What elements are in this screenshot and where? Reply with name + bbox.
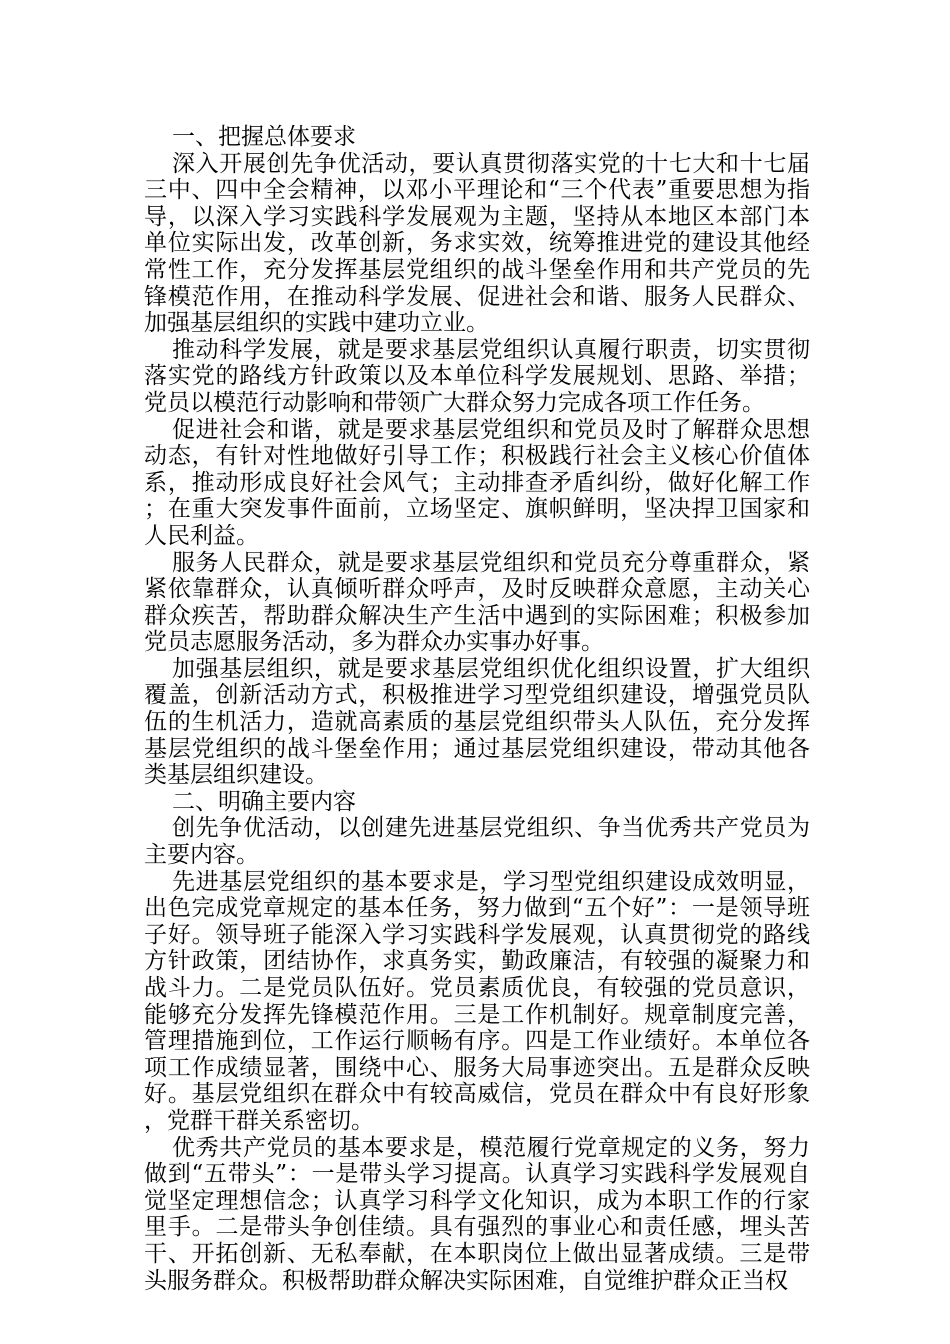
section-heading-main-content: 二、明确主要内容	[172, 788, 356, 815]
paragraph-advanced-organization-requirements: 先进基层党组织的基本要求是，学习型党组织建设成效明显，出色完成党章规定的基本任务，努力做到“五个好”：一是领导班子好。领导班子能深入学习实践科学发展观，认真贯彻党的路线方针政策，团结协作，求真务实，勤政廉洁，有较强的凝聚力和战斗力。二是党员队伍好。党员素质优良，有较强的党员意识，能够充分发挥先锋模范作用。三是工作机制好。规章制度完善，管理措施到位，工作运行顺畅有序。四是工作业绩好。本单位各项工作成绩显著，围绕中心、服务大局事迹突出。五是群众反映好。基层党组织在群众中有较高威信，党员在群众中有良好形象，党群干群关系密切。	[144, 868, 810, 1134]
paragraph-activity-overview: 深入开展创先争优活动，要认真贯彻落实党的十七大和十七届三中、四中全会精神，以邓小平理论和“三个代表”重要思想为指导，以深入学习实践科学发展观为主题，坚持从本地区本部门本单位实际出发，改革创新，务求实效，统筹推进党的建设其他经常性工作，充分发挥基层党组织的战斗堡垒作用和共产党员的先锋模范作用，在推动科学发展、促进社会和谐、服务人民群众、加强基层组织的实践中建功立业。	[144, 150, 810, 337]
paragraph-scientific-development: 推动科学发展，就是要求基层党组织认真履行职责，切实贯彻落实党的路线方针政策以及本单位科学发展规划、思路、举措；党员以模范行动影响和带领广大群众努力完成各项工作任务。	[144, 336, 810, 416]
paragraph-serve-the-people: 服务人民群众，就是要求基层党组织和党员充分尊重群众，紧紧依靠群众，认真倾听群众呼声，及时反映群众意愿，主动关心群众疾苦，帮助群众解决生产生活中遇到的实际困难；积极参加党员志愿服务活动，多为群众办实事办好事。	[144, 549, 810, 656]
document-body	[144, 124, 810, 1294]
paragraph-strengthen-organization: 加强基层组织，就是要求基层党组织优化组织设置，扩大组织覆盖，创新活动方式，积极推进学习型党组织建设，增强党员队伍的生机活力，造就高素质的基层党组织带头人队伍，充分发挥基层党组织的战斗堡垒作用；通过基层党组织建设，带动其他各类基层组织建设。	[144, 655, 810, 789]
paragraph-excellent-member-requirements: 优秀共产党员的基本要求是，模范履行党章规定的义务，努力做到“五带头”：一是带头学习提高。认真学习实践科学发展观自觉坚定理想信念；认真学习科学文化知识，成为本职工作的行家里手。二是带头争创佳绩。具有强烈的事业心和责任感，埋头苦干、开拓创新、无私奉献，在本职岗位上做出显著成绩。三是带头服务群众。积极帮助群众解决实际困难，自觉维护群众正当权	[144, 1134, 810, 1294]
paragraph-social-harmony: 促进社会和谐，就是要求基层党组织和党员及时了解群众思想动态，有针对性地做好引导工作；积极践行社会主义核心价值体系，推动形成良好社会风气；主动排查矛盾纠纷，做好化解工作；在重大突发事件面前，立场坚定、旗帜鲜明，坚决捍卫国家和人民利益。	[144, 416, 810, 549]
paragraph-main-content: 创先争优活动，以创建先进基层党组织、争当优秀共产党员为主要内容。	[144, 815, 810, 869]
section-heading-overall-requirements: 一、把握总体要求	[172, 124, 356, 150]
